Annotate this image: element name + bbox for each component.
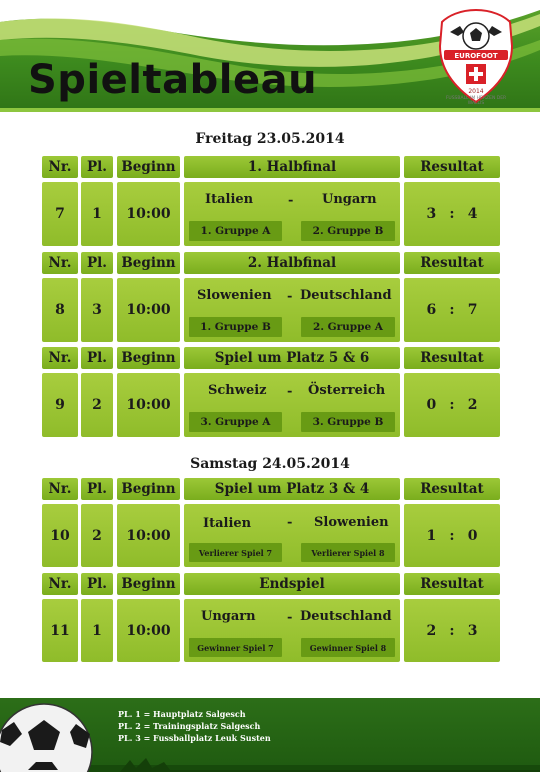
col-beginn-header: Beginn — [117, 156, 180, 178]
col-nr-header: Nr. — [42, 347, 78, 369]
score-b: 0 — [467, 527, 478, 544]
score-a: 2 — [426, 622, 437, 639]
legend-line: PL. 1 = Hauptplatz Salgesch — [118, 709, 246, 719]
team-b-origin: Gewinner Spiel 8 — [301, 638, 395, 657]
score-separator: : — [449, 622, 455, 639]
team-a: Italien — [205, 192, 254, 207]
team-a-origin: 1. Gruppe B — [189, 317, 282, 337]
match-nr: 10 — [42, 504, 78, 567]
col-resultat-header: Resultat — [404, 347, 500, 369]
col-resultat-header: Resultat — [404, 478, 500, 500]
col-beginn-header: Beginn — [117, 347, 180, 369]
col-pl-header: Pl. — [81, 347, 113, 369]
football-icon — [0, 700, 100, 772]
col-resultat-header: Resultat — [404, 252, 500, 274]
match-result — [404, 599, 500, 662]
team-a: Italien — [203, 516, 252, 531]
col-nr-header: Nr. — [42, 156, 78, 178]
team-b-origin: 3. Gruppe B — [301, 412, 395, 432]
score-separator: : — [449, 397, 455, 413]
col-pl-header: Pl. — [81, 252, 113, 274]
vs-dash: - — [287, 384, 293, 399]
match-beginn: 10:00 — [117, 278, 180, 342]
vs-dash: - — [287, 289, 293, 304]
col-nr-header: Nr. — [42, 478, 78, 500]
match-nr: 11 — [42, 599, 78, 662]
team-b: Österreich — [308, 383, 386, 398]
score-b: 3 — [467, 622, 478, 639]
match-result — [404, 373, 500, 437]
vs-dash: - — [287, 515, 293, 530]
col-pl-header: Pl. — [81, 478, 113, 500]
col-nr-header: Nr. — [42, 573, 78, 595]
page-title: Spieltableau — [28, 57, 318, 103]
score-b: 2 — [467, 397, 478, 413]
score-a: 1 — [426, 527, 437, 544]
logo-name: EUROFOOT — [454, 52, 498, 60]
team-a-origin: Verlierer Spiel 7 — [189, 543, 282, 562]
phase-header: Spiel um Platz 5 & 6 — [184, 347, 400, 369]
col-beginn-header: Beginn — [117, 478, 180, 500]
phase-header: 2. Halbfinal — [184, 252, 400, 274]
match-result — [404, 504, 500, 567]
team-a: Schweiz — [208, 383, 267, 398]
score-b: 7 — [467, 302, 478, 318]
score-a: 3 — [426, 206, 437, 222]
team-b: Slowenien — [314, 515, 389, 530]
team-a-origin: Gewinner Spiel 7 — [189, 638, 282, 657]
match-nr: 9 — [42, 373, 78, 437]
col-beginn-header: Beginn — [117, 252, 180, 274]
match-beginn: 10:00 — [117, 504, 180, 567]
match-result — [404, 182, 500, 246]
col-beginn-header: Beginn — [117, 573, 180, 595]
team-b: Ungarn — [322, 192, 377, 207]
vs-dash: - — [288, 193, 294, 208]
phase-header: Endspiel — [184, 573, 400, 595]
phase-header: 1. Halbfinal — [184, 156, 400, 178]
legend-line: PL. 3 = Fussballplatz Leuk Susten — [118, 733, 271, 743]
score-b: 4 — [467, 206, 478, 222]
vs-dash: - — [287, 610, 293, 625]
score-a: 6 — [426, 302, 437, 318]
col-resultat-header: Resultat — [404, 573, 500, 595]
match-platz: 2 — [81, 504, 113, 567]
match-nr: 7 — [42, 182, 78, 246]
team-a: Ungarn — [201, 609, 256, 624]
logo-year: 2014 — [468, 88, 484, 95]
day-heading: Samstag 24.05.2014 — [190, 456, 350, 472]
match-result — [404, 278, 500, 342]
logo-subtitle: FUSSBALL IM HERZEN DER WALLIS — [445, 96, 507, 106]
match-beginn: 10:00 — [117, 373, 180, 437]
team-b-origin: 2. Gruppe A — [301, 317, 395, 337]
col-pl-header: Pl. — [81, 156, 113, 178]
team-a: Slowenien — [197, 288, 272, 303]
team-b-origin: Verlierer Spiel 8 — [301, 543, 395, 562]
match-beginn: 10:00 — [117, 182, 180, 246]
team-a-origin: 3. Gruppe A — [189, 412, 282, 432]
legend-line: PL. 2 = Trainingsplatz Salgesch — [118, 721, 261, 731]
phase-header: Spiel um Platz 3 & 4 — [184, 478, 400, 500]
col-nr-header: Nr. — [42, 252, 78, 274]
score-separator: : — [449, 302, 455, 318]
team-b: Deutschland — [300, 288, 392, 303]
score-separator: : — [449, 527, 455, 544]
match-platz: 2 — [81, 373, 113, 437]
team-b-origin: 2. Gruppe B — [301, 221, 395, 241]
score-separator: : — [449, 206, 455, 222]
score-a: 0 — [426, 397, 437, 413]
match-platz: 1 — [81, 599, 113, 662]
col-resultat-header: Resultat — [404, 156, 500, 178]
team-a-origin: 1. Gruppe A — [189, 221, 282, 241]
venue-legend — [118, 708, 271, 744]
match-platz: 3 — [81, 278, 113, 342]
day-heading: Freitag 23.05.2014 — [195, 131, 345, 147]
match-nr: 8 — [42, 278, 78, 342]
col-pl-header: Pl. — [81, 573, 113, 595]
match-platz: 1 — [81, 182, 113, 246]
match-beginn: 10:00 — [117, 599, 180, 662]
team-b: Deutschland — [300, 609, 392, 624]
